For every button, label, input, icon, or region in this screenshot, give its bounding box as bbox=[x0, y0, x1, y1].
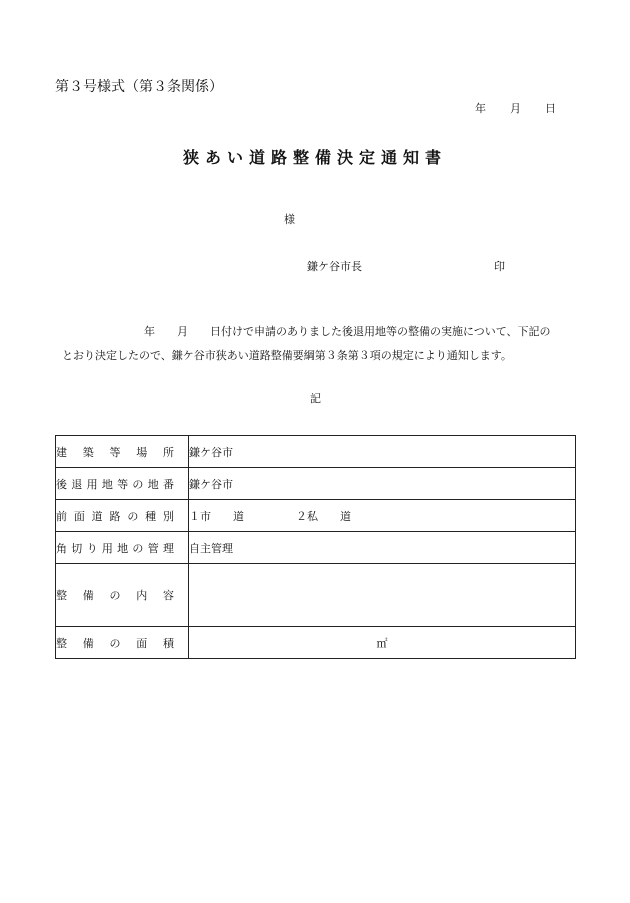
detail-table bbox=[55, 435, 576, 659]
label-text: 前 面 道 路 の 種 別 bbox=[56, 509, 174, 523]
table-row bbox=[56, 436, 576, 468]
table-row bbox=[56, 500, 576, 532]
row-value bbox=[189, 564, 576, 627]
row-value: 鎌ケ谷市 bbox=[189, 436, 576, 468]
recipient-honorific: 様 bbox=[284, 213, 295, 226]
label-text: 整 備 の 面 積 bbox=[56, 636, 174, 650]
label-text: 角 切 り 用 地 の 管 理 bbox=[56, 541, 174, 555]
road-type-option-private: ２私 道 bbox=[296, 509, 351, 523]
table-row bbox=[56, 468, 576, 500]
row-label bbox=[56, 627, 189, 659]
body-line-1: 年 月 日付けで申請のありました後退用地等の整備の実施について、下記の bbox=[144, 325, 551, 338]
table-row bbox=[56, 627, 576, 659]
date-day: 日 bbox=[545, 102, 556, 115]
label-text: 後 退 用 地 等 の 地 番 bbox=[56, 477, 174, 491]
row-value: 鎌ケ谷市 bbox=[189, 468, 576, 500]
row-value: 自主管理 bbox=[189, 532, 576, 564]
row-value bbox=[189, 500, 576, 532]
row-label bbox=[56, 532, 189, 564]
date-year: 年 bbox=[475, 102, 486, 115]
issuer-name: 鎌ケ谷市長 bbox=[307, 260, 362, 273]
document-title: 狭あい道路整備決定通知書 bbox=[182, 148, 447, 167]
row-label bbox=[56, 468, 189, 500]
ki-heading: 記 bbox=[310, 392, 321, 405]
row-label bbox=[56, 436, 189, 468]
road-type-option-city: １市 道 bbox=[189, 509, 244, 523]
table-row bbox=[56, 532, 576, 564]
form-number: 第３号様式（第３条関係） bbox=[55, 79, 223, 95]
row-label bbox=[56, 500, 189, 532]
seal-mark: 印 bbox=[494, 260, 505, 273]
label-text: 整 備 の 内 容 bbox=[56, 589, 174, 602]
date-month: 月 bbox=[510, 102, 521, 115]
row-label bbox=[56, 564, 189, 627]
date-line bbox=[475, 100, 556, 116]
row-value: ㎡ bbox=[189, 627, 576, 659]
label-text: 建 築 等 場 所 bbox=[56, 445, 174, 459]
table-row bbox=[56, 564, 576, 627]
body-line-2: とおり決定したので、鎌ケ谷市狭あい道路整備要綱第３条第３項の規定により通知します。 bbox=[62, 349, 512, 362]
